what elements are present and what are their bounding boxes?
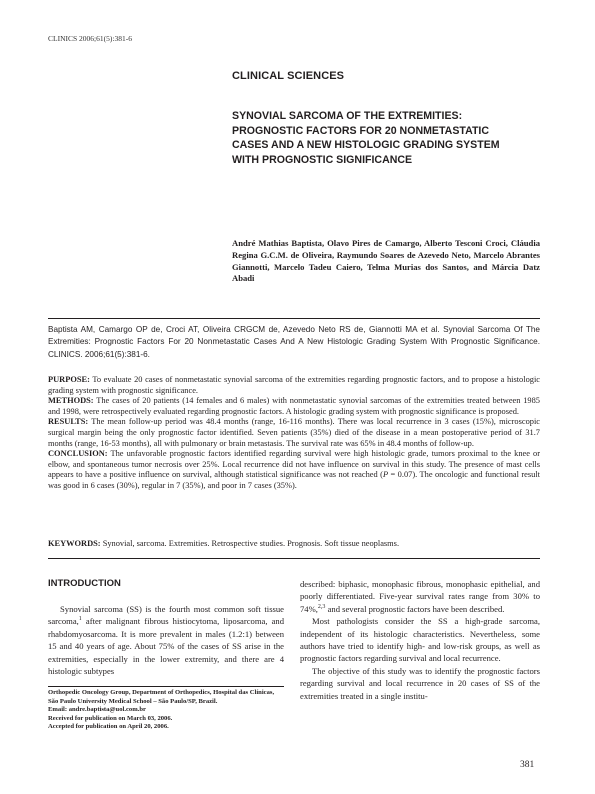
page-number: 381 (520, 760, 535, 770)
abstract-label: RESULTS: (48, 417, 89, 427)
citation: Baptista AM, Camargo OP de, Croci AT, Oliveira CRGCM de, Azevedo Neto RS de, Giannotti MA et al. Synovial Sarcoma Of The Extremities: Prognostic Factors For 20 Nonmetastatic Cases And A New Histologic Grading System With Prognostic Significance. CLINICS. 2006;61(5):381-6. (48, 325, 540, 359)
keywords-label: KEYWORDS: (48, 539, 101, 548)
abstract-purpose: PURPOSE: To evaluate 20 cases of nonmetastatic synovial sarcoma of the extremities regarding prognostic factors, and to propose a histologic grading system with prognostic significance. (48, 375, 540, 395)
title-line: SYNOVIAL SARCOMA OF THE EXTREMITIES: (232, 110, 463, 122)
abstract (48, 375, 540, 492)
divider (48, 558, 540, 559)
section-heading: INTRODUCTION (48, 578, 121, 589)
title-line: WITH PROGNOSTIC SIGNIFICANCE (232, 153, 413, 166)
author-list: André Mathias Baptista, Olavo Pires de Camargo, Alberto Tesconi Croci, Cláudia Regina G.C.M. de Oliveira, Raymundo Soares de Azevedo Neto, Marcelo Abrantes Giannotti, Marcelo Tadeu Caiero, Telma Murias dos Santos, and Márcia Datz Abadi (232, 238, 540, 284)
abstract-label: PURPOSE: (48, 375, 90, 384)
abstract-conclusion: CONCLUSION: The unfavorable prognostic factors identified regarding survival were high histologic grade, tumors proximal to the knee or elbow, and spontaneous tumor necrosis over 25%. Local recurrence did not have influence on survival in this study. The presence of mast cells appears to have a positive influence on survival, although statistical significance was not reached (P = 0.07). The oncologic and functional result was good in 6 cases (30%), regular in 7 (35%), and poor in 7 cases (35%). (48, 449, 540, 490)
divider (48, 318, 540, 319)
citation-superscript: 2,3 (317, 603, 326, 610)
citation-superscript: 1 (78, 616, 82, 623)
section-label: CLINICAL SCIENCES (232, 70, 345, 82)
abstract-label: CONCLUSION: (48, 449, 108, 459)
right-column (300, 578, 540, 702)
keywords: KEYWORDS: Synovial, sarcoma. Extremities. Retrospective studies. Prognosis. Soft tissue neoplasms. (48, 539, 400, 548)
body-paragraph: Synovial sarcoma (SS) is the fourth most common soft tissue sarcoma,$^1$ after malignant fibrous histiocytoma, liposarcoma, and rhabdomyosarcoma. It is more prevalent in males (1.2:1) between 15 and 40 years of age. About 75% of the cases of SS arise in the extremities, especially in the lower extremity, and there are 4 histologic subtypes (48, 604, 284, 677)
body-paragraph: Most pathologists consider the SS a high-grade sarcoma, independent of its histologic characteristics. Nevertheless, some authors have tried to identify high- and low-risk groups, as well as prognostic factors regarding survival and local recurrence. (300, 616, 540, 664)
affiliation-email: Email: andre.baptista@uol.com.br (48, 706, 146, 714)
abstract-results: RESULTS: The mean follow-up period was 48.4 months (range, 16-116 months). There was local recurrence in 3 cases (15%), microscopic surgical margin being the only prognostic factor identified. Seven patients (35%) died of the disease in a mean postoperative period of 31.7 months (range, 16-53 months), all with pulmonary or brain metastasis. The survival rate was 65% in 48.4 months of follow-up. (48, 417, 540, 448)
abstract-label: METHODS: (48, 396, 94, 406)
title-line: CASES AND A NEW HISTOLOGIC GRADING SYSTEM (232, 139, 500, 152)
left-column (48, 578, 284, 677)
affiliation-line: Orthopedic Oncology Group, Department of Orthopedics, Hospital das Clínicas, São Paulo University Medical School – São Paulo/SP, Brazil. (48, 689, 275, 705)
affiliation-footnote (48, 689, 284, 732)
article-title (232, 109, 552, 167)
footnote-divider (48, 686, 284, 687)
title-line: PROGNOSTIC FACTORS FOR 20 NONMETASTATIC (232, 124, 490, 137)
journal-reference: CLINICS 2006;61(5):381-6 (48, 34, 132, 43)
accepted-date: Accepted for publication on April 20, 2006. (48, 723, 169, 731)
body-paragraph: The objective of this study was to identify the prognostic factors regarding survival and local recurrence in 20 cases of SS of the extremities treated in a single institu- (300, 665, 540, 701)
received-date: Received for publication on March 03, 2006. (48, 714, 173, 722)
abstract-methods: METHODS: The cases of 20 patients (14 females and 6 males) with nonmetastatic synovial sarcomas of the extremities treated between 1985 and 1998, were retrospectively evaluated regarding prognostic factors. A histologic grading system with prognostic significance is proposed. (48, 396, 540, 416)
body-paragraph: described: biphasic, monophasic fibrous, monophasic epithelial, and poorly differentiated. Five-year survival rates range from 30% to 74%,$^{2,3}$ and several prognostic factors have been described. (300, 579, 540, 614)
